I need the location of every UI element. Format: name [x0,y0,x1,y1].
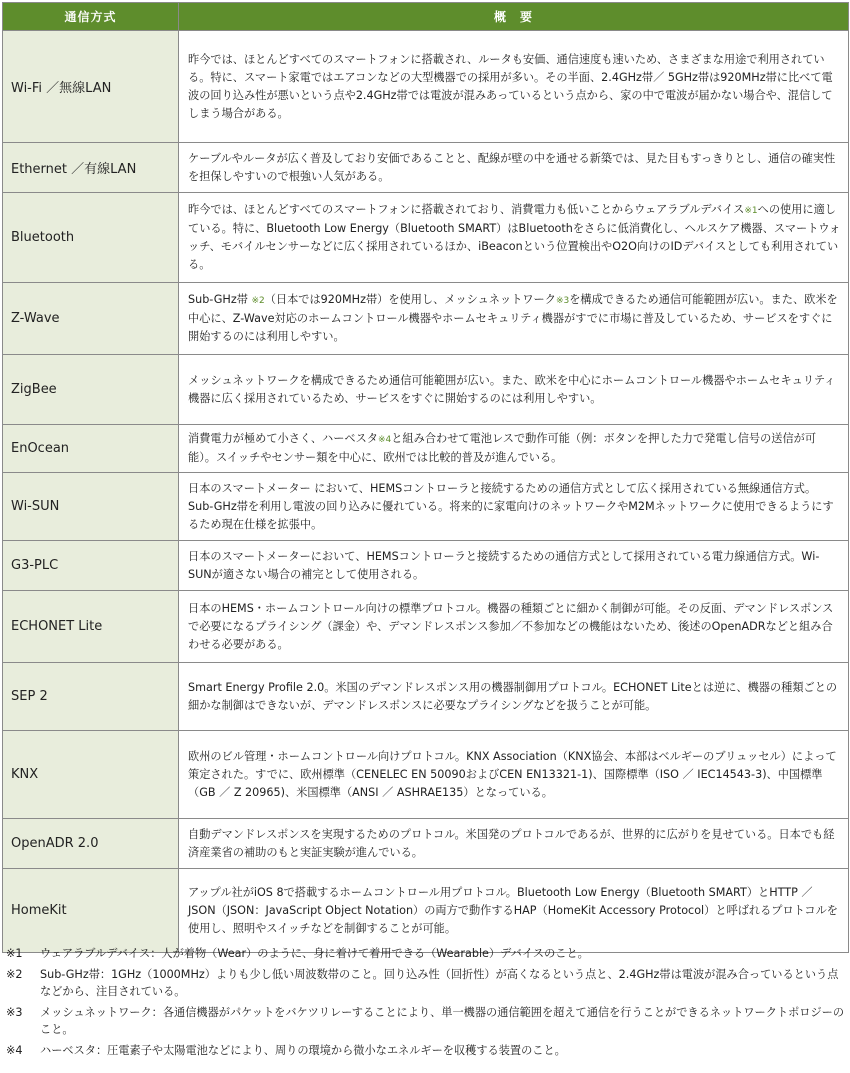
description-text: ケーブルやルータが広く普及しており安価であることと、配線が壁の中を通せる新築では、見た目もすっきりとし、通信の確実性を担保しやすいので根強い人気がある。 [188,151,836,183]
description-text: （日本では920MHz帯）を使用し、メッシュネットワーク [264,293,556,306]
method-name: EnOcean [3,425,179,473]
table-body [3,31,849,953]
description-text: を構成できるため通信可能範囲が広い。また、欧米を中心に、Z-Wave対応のホームコントロール機器やホームセキュリティ機器がすでに市場に普及しているため、サービスをすぐに開始するのには利用しやすい。 [188,293,838,343]
description-text: Smart Energy Profile 2.0。米国のデマンドレスポンス用の機器制御用プロトコル。ECHONET Liteとは逆に、機器の種類ごとの細かな制御はできないが、デマンドレスポンスに必要なプライシングなどを扱うことが可能。 [188,680,838,712]
footnote [6,1042,846,1060]
description-text: 欧州のビル管理・ホームコントロール向けプロトコル。KNX Association（KNX協会、本部はベルギーのブリュッセル）によって策定された。すでに、欧州標準（CENELEC EN 50090およびCEN EN13321-1)、国際標準（ISO ／ IEC14543-3)、中国標準（GB ／ Z 20965)、米国標準（ANSI ／ ASHRAE135）となっている。 [188,749,837,799]
description-text: Sub-GHz帯 [188,293,252,306]
footnote-text: Sub-GHz帯：1GHz（1000MHz）よりも少し低い周波数帯のこと。回り込み性（回折性）が高くなるという点と、2.4GHz帯は電波が混み合っているという点などから、注目されている。 [40,967,839,998]
table-row [3,425,849,473]
method-description [179,591,849,663]
description-text: メッシュネットワークを構成できるため通信可能範囲が広い。また、欧米を中心にホームコントロール機器やホームセキュリティ機器に広く採用されているため、サービスをすぐに開始するのには利用しやすい。 [188,373,836,405]
method-description [179,193,849,283]
method-name: SEP 2 [3,663,179,731]
method-description [179,731,849,819]
method-name: Z-Wave [3,283,179,355]
table-row [3,473,849,541]
method-description [179,425,849,473]
table-row [3,31,849,143]
method-name: Wi-Fi ／無線LAN [3,31,179,143]
description-text: と組み合わせて電池レスで動作可能（例：ボタンを押した力で発電し信号の送信が可能）。スイッチやセンサー類を中心に、欧州では比較的普及が進んでいる。 [188,432,817,464]
footnote [6,1004,846,1039]
footnote-mark: ※4 [6,1043,23,1057]
footnote-mark: ※3 [6,1005,23,1019]
method-name: ECHONET Lite [3,591,179,663]
method-description [179,869,849,953]
method-name: Bluetooth [3,193,179,283]
table-row [3,355,849,425]
footnote-text: ウェアラブルデバイス：人が着物（Wear）のように、身に着けて着用できる（Wearable）デバイスのこと。 [40,947,589,960]
table-row [3,663,849,731]
method-name: OpenADR 2.0 [3,819,179,869]
table-row [3,283,849,355]
method-name: ZigBee [3,355,179,425]
description-text: 消費電力が極めて小さく、ハーベスタ [188,432,378,445]
method-description [179,31,849,143]
method-description [179,663,849,731]
method-description [179,541,849,591]
description-text: 昨今では、ほとんどすべてのスマートフォンに搭載されており、消費電力も低いことからウェアラブルデバイス [188,203,745,216]
description-text: 日本のHEMS・ホームコントロール向けの標準プロトコル。機器の種類ごとに細かく制御が可能。その反面、デマンドレスポンスで必要になるプライシング（課金）や、デマンドレスポンス参加／不参加などの機能はないため、後述のOpenADRなどと組み合わせる必要がある。 [188,601,834,651]
method-name: KNX [3,731,179,819]
method-description [179,283,849,355]
method-name: Ethernet ／有線LAN [3,143,179,193]
table-row [3,819,849,869]
method-name: G3-PLC [3,541,179,591]
table-row [3,731,849,819]
method-name: Wi-SUN [3,473,179,541]
footnote-text: メッシュネットワーク：各通信機器がパケットをバケツリレーすることにより、単一機器の通信範囲を超えて通信を行うことができるネットワークトポロジーのこと。 [40,1005,845,1036]
footnote-reference: ※2 [251,296,265,306]
footnote-reference: ※4 [377,435,392,445]
footnote-reference: ※1 [744,206,758,216]
method-name: HomeKit [3,869,179,953]
table-row [3,541,849,591]
description-text: 自動デマンドレスポンスを実現するためのプロトコル。米国発のプロトコルであるが、世界的に広がりを見せている。日本でも経済産業省の補助のもと実証実験が進んでいる。 [188,827,835,859]
footnote-mark: ※2 [6,967,23,981]
description-text: 日本のスマートメーター において、HEMSコントローラと接続するための通信方式として広く採用されている無線通信方式。Sub-GHz帯を利用し電波の回り込みに優れている。将来的に家電向けのネットワークやM2Mネットワークに使用できるようにするため現在仕様を拡張中。 [188,481,834,531]
method-description [179,473,849,541]
footnote [6,966,846,1001]
method-description [179,355,849,425]
table-row [3,143,849,193]
footnote-mark: ※1 [6,947,23,960]
footnote [6,945,846,963]
footnote-reference: ※3 [555,296,570,306]
communication-methods-table [2,2,849,953]
footnote-text: ハーベスタ：圧電素子や太陽電池などにより、周りの環境から微小なエネルギーを収穫する装置のこと。 [40,1043,566,1057]
description-text: 昨今では、ほとんどすべてのスマートフォンに搭載され、ルータも安価、通信速度も速いため、さまざまな用途で利用されている。特に、スマート家電ではエアコンなどの大型機器での採用が多い。その半面、2.4GHz帯／ 5GHz帯は920MHz帯に比べて電波の回り込み性が悪いという点や2.4GHz帯では電波が混みあっているという点から、家の中で電波が届かない場合や、混信してしまう場合がある。 [188,52,833,120]
description-text: への使用に適している。特に、Bluetooth Low Energy（Bluetooth SMART）はBluetoothをさらに低消費化し、ヘルスケア機器、スマートウォッチ、モバイルセンサーなどに広く採用されているほか、iBeaconという位置検出やO2O向けのIDデバイスとしても利用されている。 [188,203,841,271]
header-overview: 概 要 [179,3,849,31]
description-text: アップル社がiOS 8で搭載するホームコントロール用プロトコル。Bluetooth Low Energy（Bluetooth SMART）とHTTP ／ JSON（JSON：JavaScript Object Notation）の両方で動作するHAP（HomeKit Accessory Protocol）と呼ばれるプロトコルを使用し、照明やスイッチなどを制御することが可能。 [188,885,838,935]
description-text: 日本のスマートメーターにおいて、HEMSコントローラと接続するための通信方式として採用されている電力線通信方式。Wi-SUNが適さない場合の補完として使用される。 [188,549,820,581]
table-row [3,193,849,283]
method-description [179,143,849,193]
table-row [3,591,849,663]
table-row [3,869,849,953]
table-header-row [3,3,849,31]
method-description [179,819,849,869]
header-method: 通信方式 [3,3,179,31]
footnotes [6,945,846,1062]
